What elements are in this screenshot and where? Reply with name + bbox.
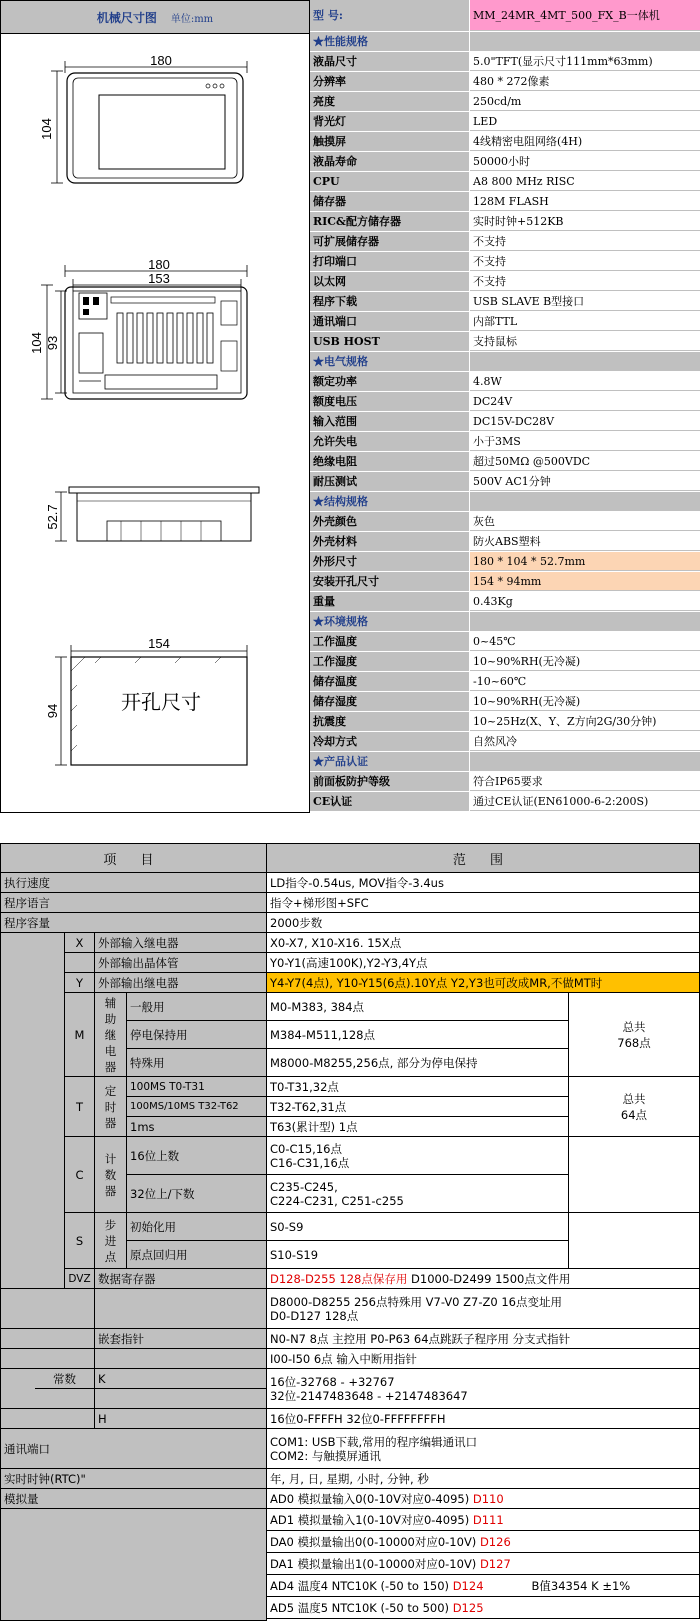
spec-row: [310, 432, 700, 452]
lang-label: 程序语言: [0, 893, 267, 913]
d-value: D128-D255 128点保存用 D1000-D2499 1500点文件用: [267, 1269, 700, 1289]
spec-key: 输入范围: [310, 412, 470, 431]
spec-row: [310, 152, 700, 172]
com-value: COM1: USB下载,常用的程序编辑通讯口 COM2: 与触摸屏通讯: [267, 1429, 700, 1469]
k-value: 16位-32768 - +32767 32位-2147483648 - +2147483647: [267, 1369, 700, 1409]
x-name: 外部输入继电器: [95, 933, 267, 953]
k-group: 常数: [35, 1369, 95, 1389]
spec-value: 480 * 272像素: [470, 72, 700, 91]
spec-value: [470, 752, 700, 771]
t3-value: T63(累计型) 1点: [267, 1117, 569, 1137]
spec-value: 154 * 94mm: [470, 572, 700, 591]
spec-row: [310, 712, 700, 732]
spec-value: [470, 612, 700, 631]
s1-name: 初始化用: [127, 1213, 267, 1241]
s1-value: S0-S9: [267, 1213, 569, 1241]
lang-value: 指令+梯形图+SFC: [267, 893, 700, 913]
spec-value: 自然风冷: [470, 732, 700, 751]
front-width-label: 180: [150, 53, 172, 68]
spec-key: USB HOST: [310, 332, 470, 351]
spec-row: [310, 132, 700, 152]
h-code: H: [95, 1409, 267, 1429]
spec-row: [310, 792, 700, 812]
cap-label: 程序容量: [0, 913, 267, 933]
spec-row: [310, 192, 700, 212]
y2-name: 外部输出继电器: [95, 973, 267, 993]
m-code: M: [65, 993, 95, 1077]
spec-key: 前面板防护等级: [310, 772, 470, 791]
c2-value: C235-C245, C224-C231, C251-c255: [267, 1175, 569, 1213]
side-depth-label: 52.7: [45, 504, 60, 530]
y2-value: Y4-Y7(4点), Y10-Y15(6点).10Y点 Y2,Y3也可改成MR,不做MT时: [267, 973, 700, 993]
spec-key: 耐压测试: [310, 472, 470, 491]
m3-value: M8000-M8255,256点, 部分为停电保持: [267, 1049, 569, 1077]
spec-value: 符合IP65要求: [470, 772, 700, 791]
m3-name: 特殊用: [127, 1049, 267, 1077]
spec-value: [470, 32, 700, 51]
spec-value: 4.8W: [470, 372, 700, 391]
spec-row: [310, 272, 700, 292]
spec-key: 液晶尺寸: [310, 52, 470, 71]
t1-value: T0-T31,32点: [267, 1077, 569, 1097]
spec-row: [310, 652, 700, 672]
spec-key: 储存器: [310, 192, 470, 211]
front-height-label: 104: [39, 118, 54, 140]
m1-value: M0-M383, 384点: [267, 993, 569, 1021]
spec-row: [310, 232, 700, 252]
spec-row: [310, 692, 700, 712]
analog-value-3: DA0 模拟量输出0(0-10000对应0-10V) D126: [267, 1531, 700, 1553]
spec-row: [310, 412, 700, 432]
n-value: N0-N7 8点 主控用 P0-P63 64点跳跃子程序用 分支式指针: [267, 1329, 700, 1349]
c-vertical-label: 计 数 器: [95, 1137, 127, 1213]
t-code: T: [65, 1077, 95, 1137]
spec-key: 冷却方式: [310, 732, 470, 751]
c1-value: C0-C15,16点 C16-C31,16点: [267, 1137, 569, 1175]
spec-row: [310, 612, 700, 632]
spec-row: [310, 392, 700, 412]
s-total-blank: [569, 1213, 700, 1269]
s-code: S: [65, 1213, 95, 1269]
dimension-title: 机械尺寸图: [96, 10, 157, 25]
back-width-inner-label: 153: [148, 271, 170, 286]
spec-key: 允许失电: [310, 432, 470, 451]
spec-row: [310, 332, 700, 352]
spec-value: USB SLAVE B型接口: [470, 292, 700, 311]
spec-row: [310, 252, 700, 272]
analog-blank: [0, 1509, 267, 1621]
t-total: 总共 64点: [569, 1077, 700, 1137]
spec-value: 支持鼠标: [470, 332, 700, 351]
spec-row: [310, 0, 700, 32]
spec-row: [310, 472, 700, 492]
spec-value: -10~60℃: [470, 672, 700, 691]
back-view: [29, 257, 247, 399]
analog-value-1: AD0 模拟量输入0(0-10V对应0-4095) D110: [267, 1489, 700, 1509]
spec-key: 背光灯: [310, 112, 470, 131]
spec-value: [470, 352, 700, 371]
rtc-label: 实时时钟(RTC)": [0, 1469, 267, 1489]
spec-key: 外形尺寸: [310, 552, 470, 571]
rtc-value: 年, 月, 日, 星期, 小时, 分钟, 秒: [267, 1469, 700, 1489]
dimension-unit: 单位:mm: [170, 13, 214, 25]
spec-key: 储存湿度: [310, 692, 470, 711]
exec-label: 执行速度: [0, 873, 267, 893]
m-vertical-label: 辅 助 继 电 器: [95, 993, 127, 1077]
spec-value: LED: [470, 112, 700, 131]
spec-key: 亮度: [310, 92, 470, 111]
spec-row: [310, 72, 700, 92]
spec-row: [310, 32, 700, 52]
spec-key: ★电气规格: [310, 352, 470, 371]
spec-value: 0~45℃: [470, 632, 700, 651]
spec-key: 通讯端口: [310, 312, 470, 331]
spec-value: 10~25Hz(X、Y、Z方向2G/30分钟): [470, 712, 700, 731]
header-range: 范 围: [267, 843, 700, 873]
function-table: [0, 843, 700, 1621]
spec-value: A8 800 MHz RISC: [470, 172, 700, 191]
spec-row: [310, 492, 700, 512]
spec-row: [310, 352, 700, 372]
spec-row: [310, 552, 700, 572]
spec-key: CE认证: [310, 792, 470, 811]
y1-value: Y0-Y1(高速100K),Y2-Y3,4Y点: [267, 953, 700, 973]
spec-value: MM_24MR_4MT_500_FX_B一体机: [470, 0, 700, 31]
spec-row: [310, 452, 700, 472]
spec-value: 50000小时: [470, 152, 700, 171]
d2-value: D8000-D8255 256点特殊用 V7-V0 Z7-Z0 16点变址用 D0-D127 128点: [267, 1289, 700, 1329]
header-item: 项 目: [0, 843, 267, 873]
m2-value: M384-M511,128点: [267, 1021, 569, 1049]
t2-value: T32-T62,31点: [267, 1097, 569, 1117]
spec-key: 额度电压: [310, 392, 470, 411]
spec-row: [310, 772, 700, 792]
com-label: 通讯端口: [0, 1429, 267, 1469]
dimension-panel: [0, 0, 310, 813]
spec-value: 180 * 104 * 52.7mm: [470, 552, 700, 571]
cutout-height-label: 94: [45, 703, 60, 719]
spec-key: 可扩展储存器: [310, 232, 470, 251]
spec-value: DC15V-DC28V: [470, 412, 700, 431]
analog-value-6: AD5 温度5 NTC10K (-50 to 500) D125: [267, 1597, 700, 1619]
spec-value: 灰色: [470, 512, 700, 531]
spec-key: 外壳颜色: [310, 512, 470, 531]
y-code: Y: [65, 973, 95, 993]
device-group-blank: [0, 933, 65, 1283]
spec-value: 不支持: [470, 272, 700, 291]
spec-value: 通过CE认证(EN61000-6-2:200S): [470, 792, 700, 811]
cap-value: 2000步数: [267, 913, 700, 933]
exec-value: LD指令-0.54us, MOV指令-3.4us: [267, 873, 700, 893]
spec-key: 液晶寿命: [310, 152, 470, 171]
cutout-label: 开孔尺寸: [121, 690, 201, 714]
spec-value: 不支持: [470, 232, 700, 251]
spec-row: [310, 572, 700, 592]
y1-name: 外部输出晶体管: [95, 953, 267, 973]
spec-row: [310, 632, 700, 652]
spec-value: 超过50MΩ @500VDC: [470, 452, 700, 471]
d2-blank-a: [0, 1289, 95, 1329]
d-name: 数据寄存器: [95, 1269, 267, 1289]
analog-value-2: AD1 模拟量输入1(0-10V对应0-4095) D111: [267, 1509, 700, 1531]
m1-name: 一般用: [127, 993, 267, 1021]
spec-value: 5.0"TFT(显示尺寸111mm*63mm): [470, 52, 700, 71]
spec-key: 程序下载: [310, 292, 470, 311]
spec-key: 重量: [310, 592, 470, 611]
spec-key: 安装开孔尺寸: [310, 572, 470, 591]
spec-row: [310, 732, 700, 752]
spec-row: [310, 512, 700, 532]
spec-value: 250cd/m: [470, 92, 700, 111]
spec-key: 抗震度: [310, 712, 470, 731]
spec-row: [310, 52, 700, 72]
spec-value: 小于3MS: [470, 432, 700, 451]
spec-value: 不支持: [470, 252, 700, 271]
spec-value: 4线精密电阻网络(4H): [470, 132, 700, 151]
spec-key: 工作温度: [310, 632, 470, 651]
spec-key: 型 号:: [310, 0, 470, 31]
spec-key: CPU: [310, 172, 470, 191]
n-blank: [0, 1329, 95, 1349]
x-code: X: [65, 933, 95, 953]
t1-name: 100MS T0-T31: [127, 1077, 267, 1097]
spec-key: ★结构规格: [310, 492, 470, 511]
spec-value: 500V AC1分钟: [470, 472, 700, 491]
s2-value: S10-S19: [267, 1241, 569, 1269]
spec-key: 分辨率: [310, 72, 470, 91]
spec-key: RIC&配方储存器: [310, 212, 470, 231]
spec-row: [310, 372, 700, 392]
m-total: 总共 768点: [569, 993, 700, 1077]
spec-key: ★环境规格: [310, 612, 470, 631]
c-total-blank: [569, 1137, 700, 1213]
spec-key: 打印端口: [310, 252, 470, 271]
k-blank-3: [95, 1389, 267, 1409]
k-code: K: [95, 1369, 267, 1389]
c1-name: 16位上数: [127, 1137, 267, 1175]
spec-key: 工作湿度: [310, 652, 470, 671]
spec-key: 以太网: [310, 272, 470, 291]
side-view: [45, 487, 259, 541]
k-blank-2: [35, 1389, 95, 1409]
back-width-outer-label: 180: [148, 257, 170, 272]
n2-value: I00-I50 6点 输入中断用指针: [267, 1349, 700, 1369]
spec-value: 内部TTL: [470, 312, 700, 331]
spec-row: [310, 172, 700, 192]
spec-key: ★产品认证: [310, 752, 470, 771]
spec-key: 额定功率: [310, 372, 470, 391]
spec-value: 10~90%RH(无冷凝): [470, 652, 700, 671]
spec-value: 防火ABS塑料: [470, 532, 700, 551]
m2-name: 停电保持用: [127, 1021, 267, 1049]
front-view: [39, 53, 247, 183]
spec-row: [310, 672, 700, 692]
spec-value: 10~90%RH(无冷凝): [470, 692, 700, 711]
back-height-inner-label: 93: [45, 335, 60, 351]
spec-row: [310, 292, 700, 312]
d-blank: [0, 1269, 65, 1289]
n-name: 嵌套指针: [95, 1329, 267, 1349]
spec-key: 绝缘电阻: [310, 452, 470, 471]
spec-row: [310, 532, 700, 552]
cutout-width-label: 154: [148, 636, 170, 651]
t-vertical-label: 定 时 器: [95, 1077, 127, 1137]
spec-row: [310, 592, 700, 612]
c-code: C: [65, 1137, 95, 1213]
n2-blank-b: [95, 1349, 267, 1369]
spec-value: [470, 492, 700, 511]
spec-value: 0.43Kg: [470, 592, 700, 611]
h-value: 16位0-FFFFH 32位0-FFFFFFFFH: [267, 1409, 700, 1429]
spec-row: [310, 112, 700, 132]
analog-label: 模拟量: [0, 1489, 267, 1509]
dimension-drawings: [1, 1, 309, 812]
spec-row: [310, 752, 700, 772]
spec-key: ★性能规格: [310, 32, 470, 51]
spec-value: 实时时钟+512KB: [470, 212, 700, 231]
back-height-outer-label: 104: [29, 332, 44, 354]
spec-value: DC24V: [470, 392, 700, 411]
analog-value-4: DA1 模拟量输出1(0-10000对应0-10V) D127: [267, 1553, 700, 1575]
spec-table: [310, 0, 700, 813]
cutout-view: [45, 636, 247, 765]
y1-code-blank: [65, 953, 95, 973]
spec-value: 128M FLASH: [470, 192, 700, 211]
spec-key: 触摸屏: [310, 132, 470, 151]
d2-blank-b: [95, 1289, 267, 1329]
spec-row: [310, 312, 700, 332]
t3-name: 1ms: [127, 1117, 267, 1137]
c2-name: 32位上/下数: [127, 1175, 267, 1213]
spec-key: 外壳材料: [310, 532, 470, 551]
s2-name: 原点回归用: [127, 1241, 267, 1269]
d-code: DVZ: [65, 1269, 95, 1289]
analog-value-5: AD4 温度4 NTC10K (-50 to 150) D124 B值34354 K ±1%: [267, 1575, 700, 1597]
spec-row: [310, 212, 700, 232]
x-value: X0-X7, X10-X16. 15X点: [267, 933, 700, 953]
n2-blank-a: [0, 1349, 95, 1369]
h-blank: [0, 1409, 95, 1429]
t2-name: 100MS/10MS T32-T62: [127, 1097, 267, 1117]
s-vertical-label: 步 进 点: [95, 1213, 127, 1269]
spec-key: 储存温度: [310, 672, 470, 691]
spec-row: [310, 92, 700, 112]
